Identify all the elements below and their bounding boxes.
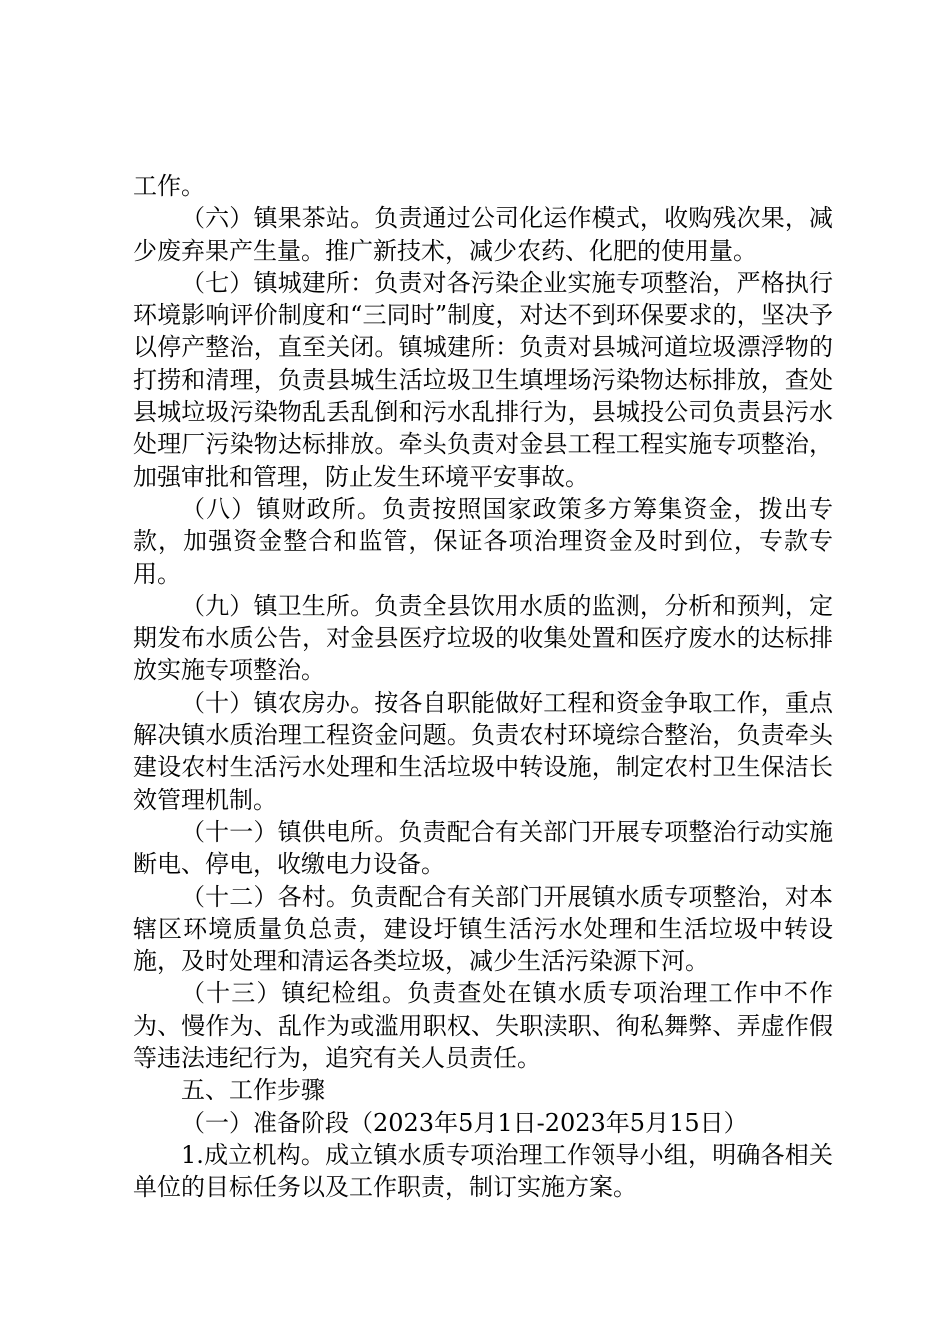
paragraph: （十一）镇供电所。负责配合有关部门开展专项整治行动实施断电、停电，收缴电力设备。 [133,817,833,879]
paragraph: （六）镇果茶站。负责通过公司化运作模式，收购残次果，减少废弃果产生量。推广新技术，减少农药、化肥的使用量。 [133,204,833,265]
paragraph: （七）镇城建所：负责对各污染企业实施专项整治，严格执行环境影响评价制度和“三同时”制度，对达不到环保要求的，坚决予以停产整治，直至关闭。镇城建所：负责对县城河道垃圾漂浮物的打捞和清理，负责县城生活垃圾卫生填埋场污染物达标排放，查处县城垃圾污染物乱丢乱倒和污水乱排行为，县城投公司负责县污水处理厂污染物达标排放。牵头负责对金县工程工程实施专项整治，加强审批和管理，防止发生环境平安事故。 [133,268,833,491]
paragraph: 1.成立机构。成立镇水质专项治理工作领导小组，明确各相关单位的目标任务以及工作职责，制订实施方案。 [133,1140,833,1202]
subsection-heading: （一）准备阶段（2023年5月1日-2023年5月15日） [181,1108,748,1137]
paragraph: （八）镇财政所。负责按照国家政策多方筹集资金，拨出专款，加强资金整合和监管，保证各项治理资金及时到位，专款专用。 [133,494,833,588]
document-body [133,170,833,1204]
paragraph: 工作。 [133,172,205,200]
paragraph: （十三）镇纪检组。负责查处在镇水质专项治理工作中不作为、慢作为、乱作为或滥用职权、失职渎职、徇私舞弊、弄虚作假等违法违纪行为，追究有关人员责任。 [133,979,833,1073]
paragraph: （十）镇农房办。按各自职能做好工程和资金争取工作，重点解决镇水质治理工程资金问题。负责农村环境综合整治，负责牵头建设农村生活污水处理和生活垃圾中转设施，制定农村卫生保洁长效管理机制。 [133,688,833,814]
paragraph: （十二）各村。负责配合有关部门开展镇水质专项整治，对本辖区环境质量负总责，建设圩镇生活污水处理和生活垃圾中转设施，及时处理和清运各类垃圾，减少生活污染源下河。 [133,882,833,976]
paragraph: （九）镇卫生所。负责全县饮用水质的监测，分析和预判，定期发布水质公告，对金县医疗垃圾的收集处置和医疗废水的达标排放实施专项整治。 [133,591,833,685]
section-heading: 五、工作步骤 [181,1076,325,1105]
